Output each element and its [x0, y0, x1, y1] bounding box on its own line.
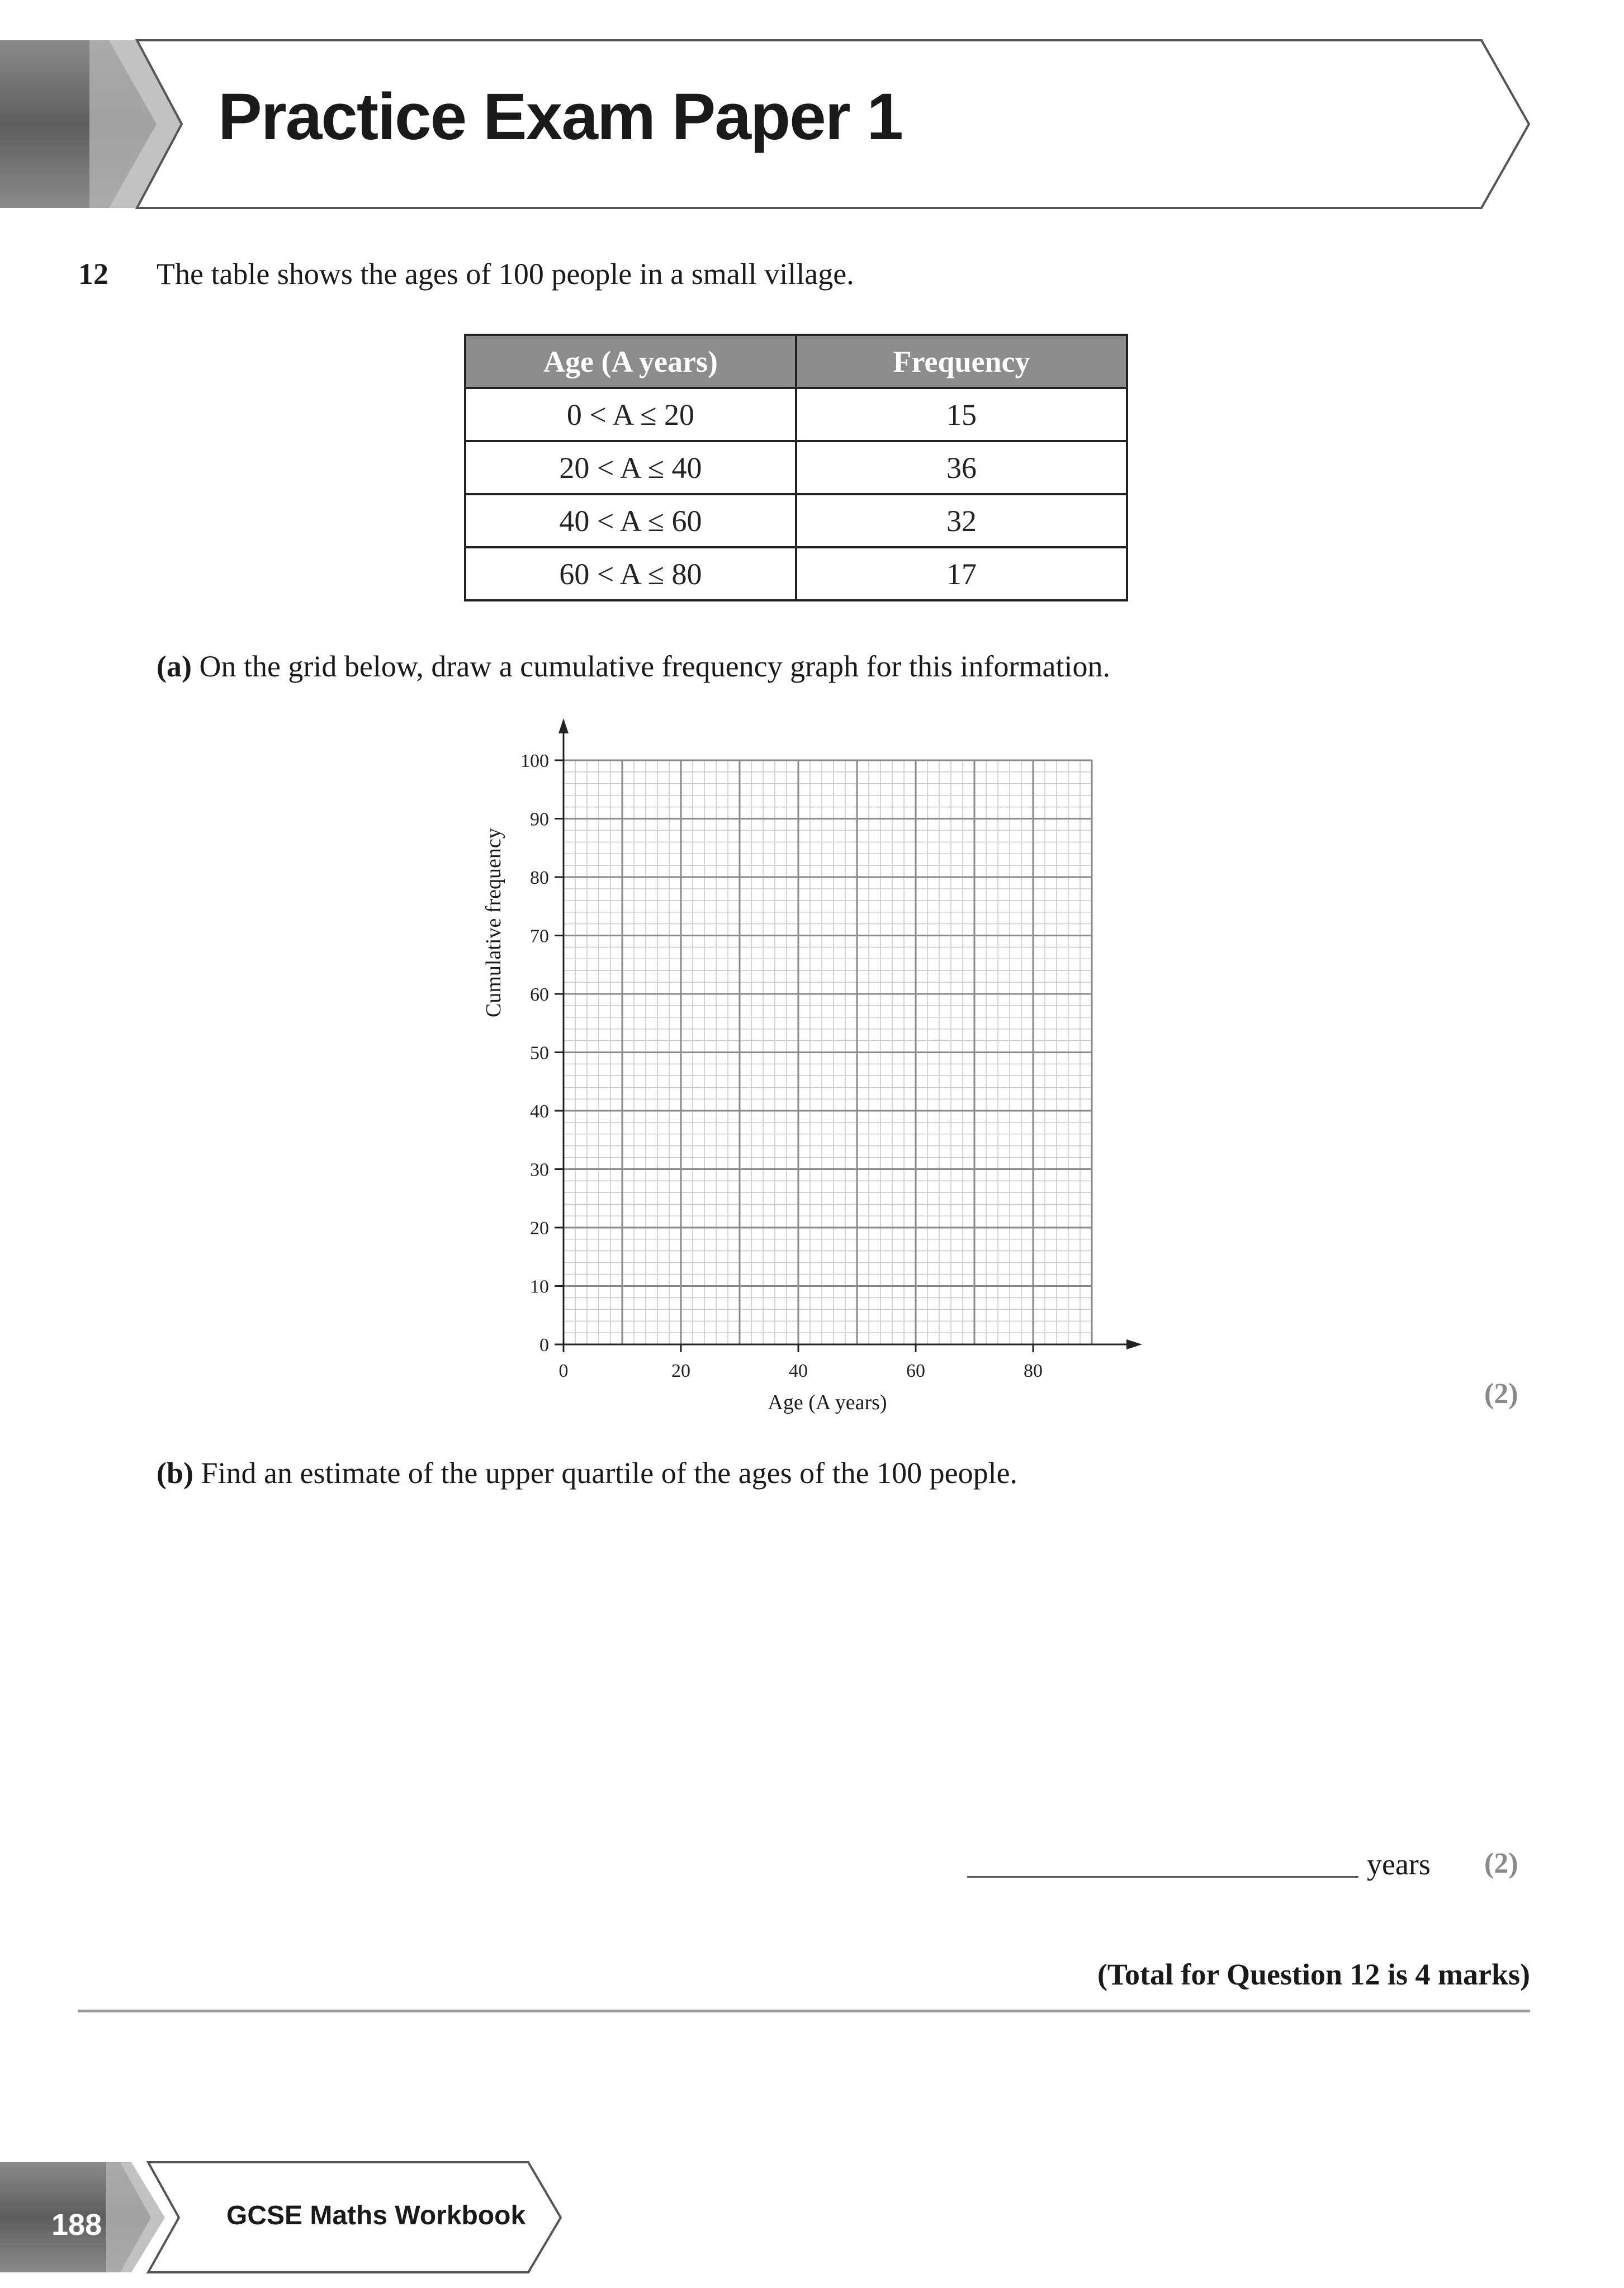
answer-unit: years: [1367, 1848, 1431, 1881]
x-axis-arrow: [1126, 1339, 1142, 1349]
y-tick-label: 10: [530, 1276, 549, 1297]
cumulative-frequency-grid[interactable]: [436, 693, 1163, 1431]
table-row: [465, 547, 1127, 600]
part-a-marks: (2): [1484, 1378, 1518, 1410]
x-tick-label: 20: [671, 1361, 690, 1381]
y-tick-label: 80: [530, 868, 549, 888]
table-row: [465, 441, 1127, 494]
table-row: [465, 494, 1127, 547]
y-tick-label: 90: [530, 809, 549, 830]
frequency-cell: 15: [796, 388, 1127, 441]
page-number: 188: [51, 2208, 102, 2242]
part-a-label: (a): [157, 650, 192, 683]
x-tick-label: 80: [1024, 1361, 1043, 1381]
y-tick-label: 50: [530, 1043, 549, 1064]
y-tick-label: 70: [530, 926, 549, 947]
age-range-cell: 20 < A ≤ 40: [465, 441, 796, 494]
age-range-cell: 0 < A ≤ 20: [465, 388, 796, 441]
y-tick-label: 100: [520, 751, 549, 771]
x-tick-label: 0: [558, 1361, 569, 1381]
divider: [78, 2010, 1530, 2012]
table-header-age: Age (A years): [465, 335, 796, 388]
y-tick-label: 20: [530, 1218, 549, 1239]
frequency-cell: 36: [796, 441, 1127, 494]
x-tick-label: 40: [789, 1361, 808, 1381]
x-tick-label: 60: [906, 1361, 925, 1381]
x-axis-label: Age (A years): [768, 1391, 887, 1414]
frequency-cell: 32: [796, 494, 1127, 547]
page-title: Practice Exam Paper 1: [218, 80, 903, 154]
question-number: 12: [78, 257, 108, 291]
age-range-cell: 60 < A ≤ 80: [465, 547, 796, 600]
table-header-row: [465, 335, 1127, 388]
table-header-frequency: Frequency: [796, 335, 1127, 388]
y-tick-label: 40: [530, 1101, 549, 1122]
y-axis-arrow: [558, 718, 569, 733]
part-b-text: Find an estimate of the upper quartile of the ages of the 100 people.: [201, 1456, 1018, 1490]
book-title: GCSE Maths Workbook: [226, 2201, 526, 2230]
question-total: (Total for Question 12 is 4 marks): [1097, 1958, 1530, 1991]
frequency-cell: 17: [796, 547, 1127, 600]
tick-marks: [555, 760, 1033, 1352]
part-b-marks: (2): [1484, 1848, 1518, 1879]
part-b-label: (b): [157, 1456, 193, 1490]
part-a-text: On the grid below, draw a cumulative frequency graph for this information.: [199, 650, 1110, 683]
frequency-table: [464, 334, 1128, 601]
y-tick-label: 60: [530, 984, 549, 1005]
part-a-prompt: [157, 651, 1110, 681]
major-gridlines: [564, 760, 1092, 1344]
y-tick-label: 0: [539, 1335, 549, 1356]
answer-line[interactable]: [967, 1876, 1358, 1878]
part-b-prompt: [157, 1458, 1017, 1488]
age-range-cell: 40 < A ≤ 60: [465, 494, 796, 547]
table-row: [465, 388, 1127, 441]
question-text: The table shows the ages of 100 people in a small village.: [157, 257, 854, 291]
y-tick-label: 30: [530, 1159, 549, 1181]
